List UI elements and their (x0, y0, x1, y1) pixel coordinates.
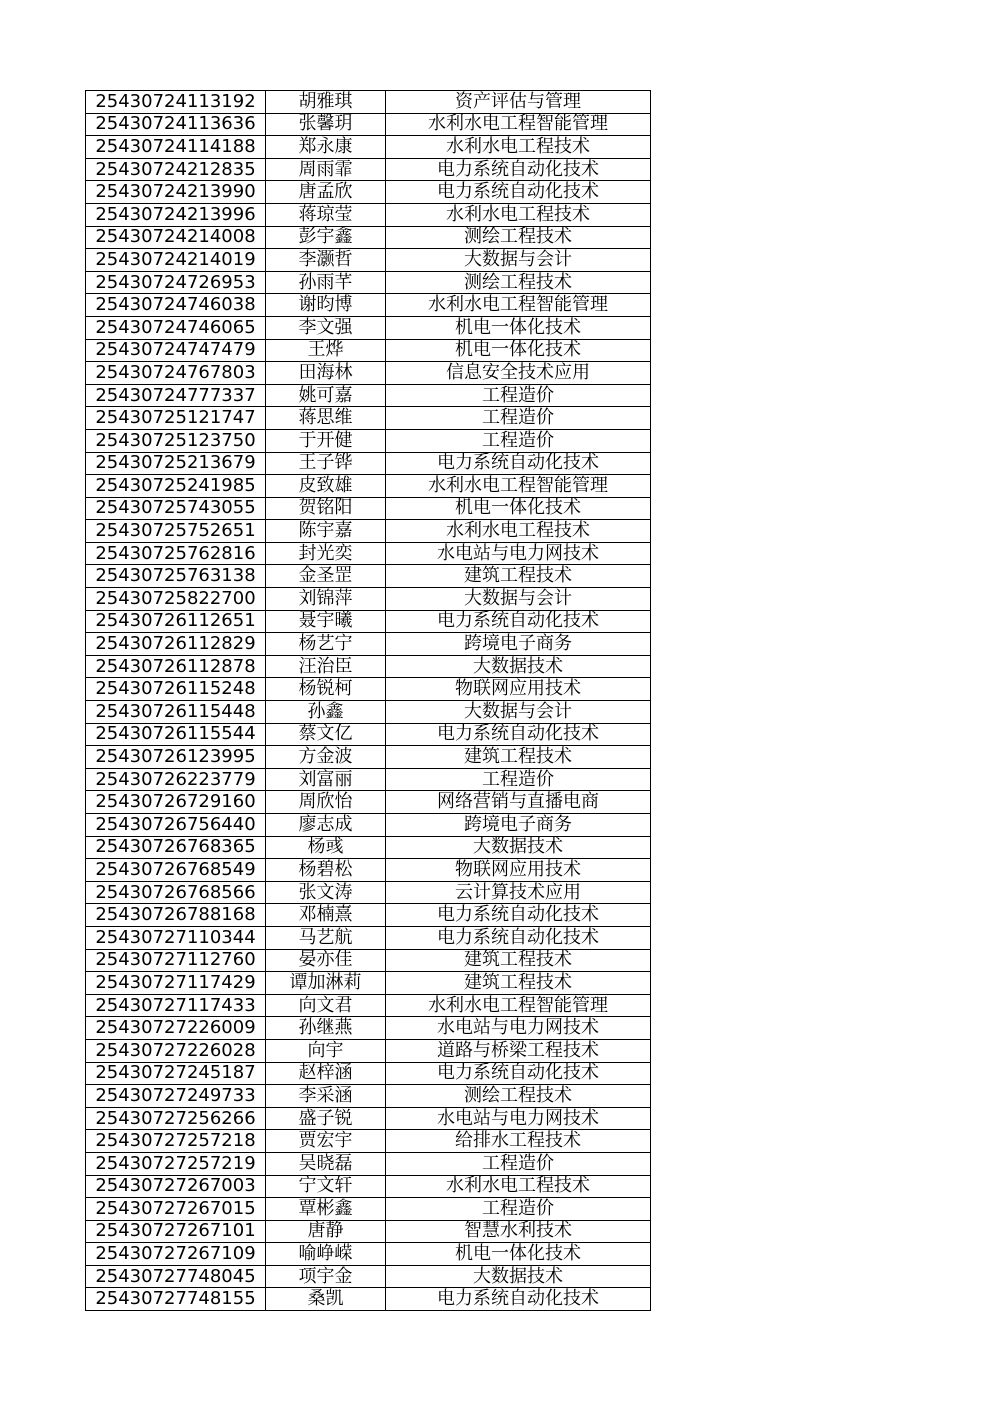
table-row (86, 1288, 651, 1311)
table-row (86, 113, 651, 136)
student-id-cell: 25430724213996 (86, 203, 266, 226)
student-major-cell: 工程造价 (386, 768, 651, 791)
table-row (86, 475, 651, 498)
student-id-cell: 25430726112829 (86, 633, 266, 656)
student-major-cell: 大数据与会计 (386, 588, 651, 611)
student-name-cell: 王烨 (266, 339, 386, 362)
student-name-cell: 贺铭阳 (266, 497, 386, 520)
student-name-cell: 张文涛 (266, 881, 386, 904)
student-id-cell: 25430725763138 (86, 565, 266, 588)
student-id-cell: 25430725123750 (86, 429, 266, 452)
student-id-cell: 25430725762816 (86, 542, 266, 565)
student-name-cell: 皮致雄 (266, 475, 386, 498)
table-row (86, 1220, 651, 1243)
student-major-cell: 水利水电工程智能管理 (386, 113, 651, 136)
student-name-cell: 田海林 (266, 362, 386, 385)
student-name-cell: 马艺航 (266, 926, 386, 949)
table-row (86, 859, 651, 882)
student-name-cell: 杨彧 (266, 836, 386, 859)
student-major-cell: 工程造价 (386, 384, 651, 407)
student-name-cell: 李文强 (266, 316, 386, 339)
student-major-cell: 建筑工程技术 (386, 949, 651, 972)
student-name-cell: 彭宇鑫 (266, 226, 386, 249)
table-row (86, 542, 651, 565)
table-row (86, 723, 651, 746)
student-id-cell: 25430725213679 (86, 452, 266, 475)
student-major-cell: 电力系统自动化技术 (386, 723, 651, 746)
student-major-cell: 跨境电子商务 (386, 633, 651, 656)
table-row (86, 791, 651, 814)
student-id-cell: 25430726768566 (86, 881, 266, 904)
table-row (86, 588, 651, 611)
table-row (86, 316, 651, 339)
student-name-cell: 方金波 (266, 746, 386, 769)
student-id-cell: 25430727117433 (86, 994, 266, 1017)
student-id-cell: 25430724214008 (86, 226, 266, 249)
student-name-cell: 孙雨芊 (266, 271, 386, 294)
table-row (86, 1152, 651, 1175)
student-major-cell: 物联网应用技术 (386, 859, 651, 882)
student-major-cell: 水利水电工程技术 (386, 1175, 651, 1198)
student-id-cell: 25430726123995 (86, 746, 266, 769)
student-name-cell: 于开健 (266, 429, 386, 452)
student-name-cell: 杨碧松 (266, 859, 386, 882)
student-name-cell: 孙鑫 (266, 701, 386, 724)
student-id-cell: 25430727256266 (86, 1107, 266, 1130)
student-major-cell: 电力系统自动化技术 (386, 904, 651, 927)
student-id-cell: 25430724777337 (86, 384, 266, 407)
student-major-cell: 大数据技术 (386, 836, 651, 859)
student-name-cell: 谭加淋莉 (266, 972, 386, 995)
student-name-cell: 杨艺宁 (266, 633, 386, 656)
student-id-cell: 25430726768365 (86, 836, 266, 859)
student-name-cell: 周欣怡 (266, 791, 386, 814)
student-major-cell: 电力系统自动化技术 (386, 926, 651, 949)
student-name-cell: 李采涵 (266, 1085, 386, 1108)
student-id-cell: 25430726768549 (86, 859, 266, 882)
student-id-cell: 25430727748045 (86, 1265, 266, 1288)
table-row (86, 633, 651, 656)
student-major-cell: 资产评估与管理 (386, 91, 651, 114)
student-id-cell: 25430724746038 (86, 294, 266, 317)
student-major-cell: 机电一体化技术 (386, 1243, 651, 1266)
table-row (86, 226, 651, 249)
table-row (86, 1017, 651, 1040)
student-id-cell: 25430727257219 (86, 1152, 266, 1175)
student-id-cell: 25430724747479 (86, 339, 266, 362)
student-id-cell: 25430725241985 (86, 475, 266, 498)
student-major-cell: 建筑工程技术 (386, 565, 651, 588)
table-row (86, 701, 651, 724)
student-major-cell: 水利水电工程技术 (386, 203, 651, 226)
student-major-cell: 跨境电子商务 (386, 814, 651, 837)
student-major-cell: 水利水电工程技术 (386, 520, 651, 543)
student-id-cell: 25430724113192 (86, 91, 266, 114)
student-name-cell: 郑永康 (266, 136, 386, 159)
student-major-cell: 物联网应用技术 (386, 678, 651, 701)
student-name-cell: 孙继燕 (266, 1017, 386, 1040)
student-name-cell: 项宇金 (266, 1265, 386, 1288)
table-row (86, 158, 651, 181)
student-major-cell: 水电站与电力网技术 (386, 1107, 651, 1130)
student-id-cell: 25430727110344 (86, 926, 266, 949)
table-row (86, 203, 651, 226)
student-major-cell: 水利水电工程智能管理 (386, 475, 651, 498)
table-row (86, 1175, 651, 1198)
student-major-cell: 水电站与电力网技术 (386, 1017, 651, 1040)
student-name-cell: 金圣罡 (266, 565, 386, 588)
student-major-cell: 水利水电工程智能管理 (386, 294, 651, 317)
student-id-cell: 25430725743055 (86, 497, 266, 520)
table-row (86, 836, 651, 859)
student-id-cell: 25430726115248 (86, 678, 266, 701)
student-name-cell: 唐静 (266, 1220, 386, 1243)
student-id-cell: 25430724726953 (86, 271, 266, 294)
student-major-cell: 电力系统自动化技术 (386, 1062, 651, 1085)
student-name-cell: 聂宇曦 (266, 610, 386, 633)
table-row (86, 136, 651, 159)
student-name-cell: 蒋琼莹 (266, 203, 386, 226)
student-name-cell: 刘锦萍 (266, 588, 386, 611)
student-table (85, 90, 651, 1311)
student-id-cell: 25430727226028 (86, 1039, 266, 1062)
student-name-cell: 胡雅琪 (266, 91, 386, 114)
student-id-cell: 25430724212835 (86, 158, 266, 181)
student-major-cell: 电力系统自动化技术 (386, 1288, 651, 1311)
student-id-cell: 25430726115544 (86, 723, 266, 746)
student-major-cell: 机电一体化技术 (386, 339, 651, 362)
student-major-cell: 测绘工程技术 (386, 1085, 651, 1108)
student-id-cell: 25430726788168 (86, 904, 266, 927)
student-name-cell: 喻峥嵘 (266, 1243, 386, 1266)
student-id-cell: 25430726115448 (86, 701, 266, 724)
table-row (86, 678, 651, 701)
student-name-cell: 向文君 (266, 994, 386, 1017)
table-row (86, 452, 651, 475)
student-major-cell: 大数据与会计 (386, 249, 651, 272)
student-name-cell: 陈宇嘉 (266, 520, 386, 543)
table-row (86, 565, 651, 588)
student-name-cell: 谢昀博 (266, 294, 386, 317)
table-row (86, 994, 651, 1017)
student-major-cell: 水利水电工程技术 (386, 136, 651, 159)
student-id-cell: 25430724214019 (86, 249, 266, 272)
student-major-cell: 工程造价 (386, 1198, 651, 1221)
student-major-cell: 建筑工程技术 (386, 972, 651, 995)
student-id-cell: 25430727267003 (86, 1175, 266, 1198)
table-row (86, 384, 651, 407)
student-name-cell: 宁文轩 (266, 1175, 386, 1198)
student-major-cell: 测绘工程技术 (386, 226, 651, 249)
table-row (86, 407, 651, 430)
student-id-cell: 25430725121747 (86, 407, 266, 430)
student-name-cell: 张馨玥 (266, 113, 386, 136)
student-name-cell: 王子铧 (266, 452, 386, 475)
table-row (86, 1265, 651, 1288)
student-name-cell: 廖志成 (266, 814, 386, 837)
student-name-cell: 覃彬鑫 (266, 1198, 386, 1221)
student-major-cell: 建筑工程技术 (386, 746, 651, 769)
student-major-cell: 工程造价 (386, 429, 651, 452)
student-major-cell: 信息安全技术应用 (386, 362, 651, 385)
student-major-cell: 电力系统自动化技术 (386, 158, 651, 181)
student-name-cell: 汪治臣 (266, 655, 386, 678)
student-id-cell: 25430727249733 (86, 1085, 266, 1108)
student-name-cell: 李灏哲 (266, 249, 386, 272)
student-name-cell: 吴晓磊 (266, 1152, 386, 1175)
student-major-cell: 电力系统自动化技术 (386, 181, 651, 204)
table-row (86, 497, 651, 520)
table-row (86, 181, 651, 204)
student-major-cell: 机电一体化技术 (386, 497, 651, 520)
student-major-cell: 大数据技术 (386, 655, 651, 678)
table-row (86, 1198, 651, 1221)
student-major-cell: 机电一体化技术 (386, 316, 651, 339)
student-name-cell: 蒋思维 (266, 407, 386, 430)
table-row (86, 949, 651, 972)
student-id-cell: 25430724746065 (86, 316, 266, 339)
student-name-cell: 盛子锐 (266, 1107, 386, 1130)
table-row (86, 904, 651, 927)
student-id-cell: 25430727267015 (86, 1198, 266, 1221)
student-id-cell: 25430724113636 (86, 113, 266, 136)
student-id-cell: 25430726223779 (86, 768, 266, 791)
student-id-cell: 25430725752651 (86, 520, 266, 543)
student-major-cell: 给排水工程技术 (386, 1130, 651, 1153)
table-row (86, 429, 651, 452)
table-row (86, 1039, 651, 1062)
student-major-cell: 工程造价 (386, 407, 651, 430)
table-row (86, 768, 651, 791)
student-id-cell: 25430724114188 (86, 136, 266, 159)
student-major-cell: 大数据技术 (386, 1265, 651, 1288)
table-row (86, 881, 651, 904)
student-name-cell: 晏亦佳 (266, 949, 386, 972)
student-name-cell: 赵梓涵 (266, 1062, 386, 1085)
student-id-cell: 25430727226009 (86, 1017, 266, 1040)
student-major-cell: 电力系统自动化技术 (386, 610, 651, 633)
student-name-cell: 向宇 (266, 1039, 386, 1062)
table-row (86, 1130, 651, 1153)
student-major-cell: 电力系统自动化技术 (386, 452, 651, 475)
table-row (86, 814, 651, 837)
table-row (86, 655, 651, 678)
student-id-cell: 25430726112651 (86, 610, 266, 633)
table-row (86, 1107, 651, 1130)
table-row (86, 294, 651, 317)
student-major-cell: 水利水电工程智能管理 (386, 994, 651, 1017)
student-id-cell: 25430727112760 (86, 949, 266, 972)
table-row (86, 610, 651, 633)
table-row (86, 339, 651, 362)
student-major-cell: 工程造价 (386, 1152, 651, 1175)
student-id-cell: 25430727117429 (86, 972, 266, 995)
student-name-cell: 桑凯 (266, 1288, 386, 1311)
student-name-cell: 蔡文亿 (266, 723, 386, 746)
student-name-cell: 封光奕 (266, 542, 386, 565)
student-major-cell: 测绘工程技术 (386, 271, 651, 294)
student-id-cell: 25430727748155 (86, 1288, 266, 1311)
student-name-cell: 邓楠熹 (266, 904, 386, 927)
table-row (86, 972, 651, 995)
student-id-cell: 25430727257218 (86, 1130, 266, 1153)
table-row (86, 362, 651, 385)
student-id-cell: 25430726729160 (86, 791, 266, 814)
student-name-cell: 周雨霏 (266, 158, 386, 181)
table-row (86, 926, 651, 949)
table-row (86, 1243, 651, 1266)
student-major-cell: 云计算技术应用 (386, 881, 651, 904)
student-major-cell: 网络营销与直播电商 (386, 791, 651, 814)
student-id-cell: 25430724767803 (86, 362, 266, 385)
student-name-cell: 唐孟欣 (266, 181, 386, 204)
table-row (86, 746, 651, 769)
table-row (86, 271, 651, 294)
student-id-cell: 25430724213990 (86, 181, 266, 204)
table-row (86, 1085, 651, 1108)
table-row (86, 91, 651, 114)
student-id-cell: 25430725822700 (86, 588, 266, 611)
student-name-cell: 姚可嘉 (266, 384, 386, 407)
student-major-cell: 大数据与会计 (386, 701, 651, 724)
table-row (86, 249, 651, 272)
student-id-cell: 25430726756440 (86, 814, 266, 837)
student-id-cell: 25430727267101 (86, 1220, 266, 1243)
student-name-cell: 贾宏宇 (266, 1130, 386, 1153)
student-table-body (86, 91, 651, 1311)
student-id-cell: 25430727267109 (86, 1243, 266, 1266)
student-major-cell: 智慧水利技术 (386, 1220, 651, 1243)
student-id-cell: 25430726112878 (86, 655, 266, 678)
student-id-cell: 25430727245187 (86, 1062, 266, 1085)
student-name-cell: 杨锐柯 (266, 678, 386, 701)
student-major-cell: 水电站与电力网技术 (386, 542, 651, 565)
table-row (86, 520, 651, 543)
table-row (86, 1062, 651, 1085)
student-major-cell: 道路与桥梁工程技术 (386, 1039, 651, 1062)
student-name-cell: 刘富丽 (266, 768, 386, 791)
